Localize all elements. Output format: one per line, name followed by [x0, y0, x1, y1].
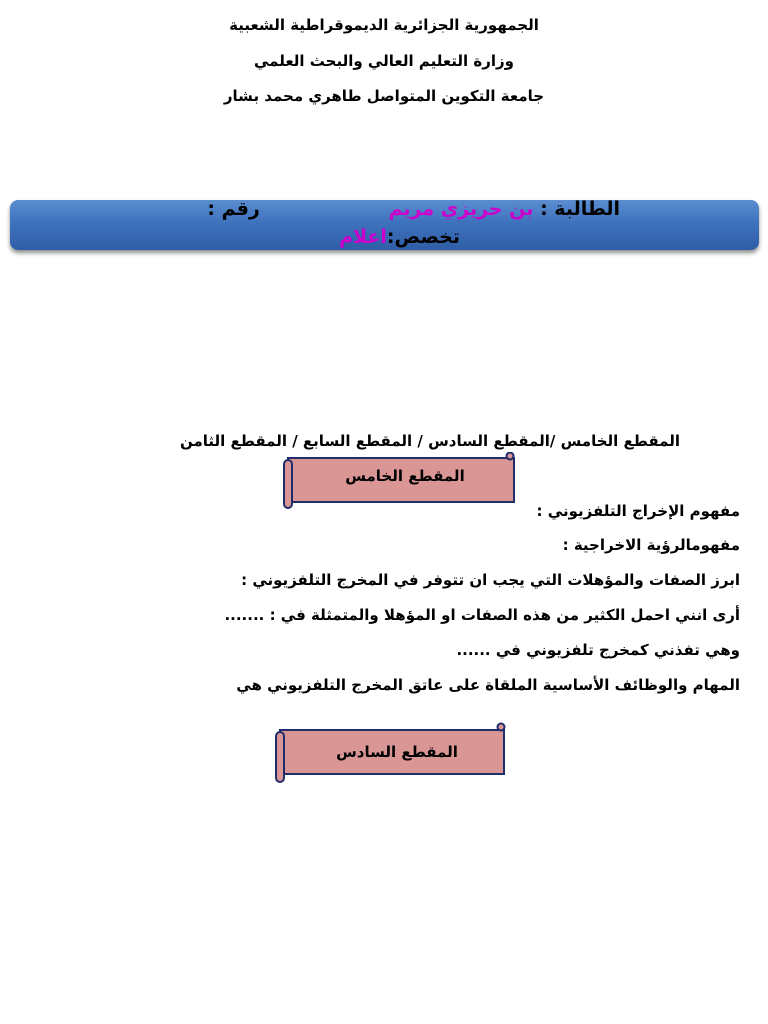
section5-line-1: مفهوم الإخراج التلفزيوني :: [536, 502, 740, 520]
student-label: الطالبة :: [540, 198, 620, 220]
university-heading: جامعة التكوين المتواصل طاهري محمد بشار: [223, 87, 545, 105]
section5-line-6: المهام والوظائف الأساسية الملقاة على عاتق المخرج التلفزيوني هي: [236, 676, 740, 694]
section6-title: المقطع السادس: [336, 743, 458, 761]
sections-list: المقطع الخامس /المقطع السادس / المقطع السابع / المقطع الثامن: [179, 432, 680, 450]
section5-line-3: ابرز الصفات والمؤهلات التي يجب ان تتوفر في المخرج التلفزيوني :: [241, 571, 740, 589]
student-name: بن حريزي مريم: [388, 198, 534, 220]
number-label: رقم :: [207, 198, 260, 220]
specialty-line: [300, 226, 460, 250]
section6-scroll: [274, 722, 508, 784]
ministry-heading: وزارة التعليم العالي والبحث العلمي: [253, 52, 515, 70]
student-info-line: [150, 198, 620, 222]
section5-line-4: أرى انني احمل الكثير من هذه الصفات او المؤهلا والمتمثلة في : .......: [224, 606, 740, 624]
republic-heading: الجمهورية الجزائرية الديموقراطية الشعبية: [229, 16, 539, 34]
section5-line-5: وهي تفذني كمخرج تلفزيوني في ......: [456, 641, 740, 659]
section5-line-2: مفهومالرؤية الاخراجية :: [562, 536, 740, 554]
section5-title: المقطع الخامس: [345, 467, 465, 485]
specialty-label: تخصص:: [386, 226, 460, 248]
specialty-value: اعلام: [339, 226, 387, 248]
